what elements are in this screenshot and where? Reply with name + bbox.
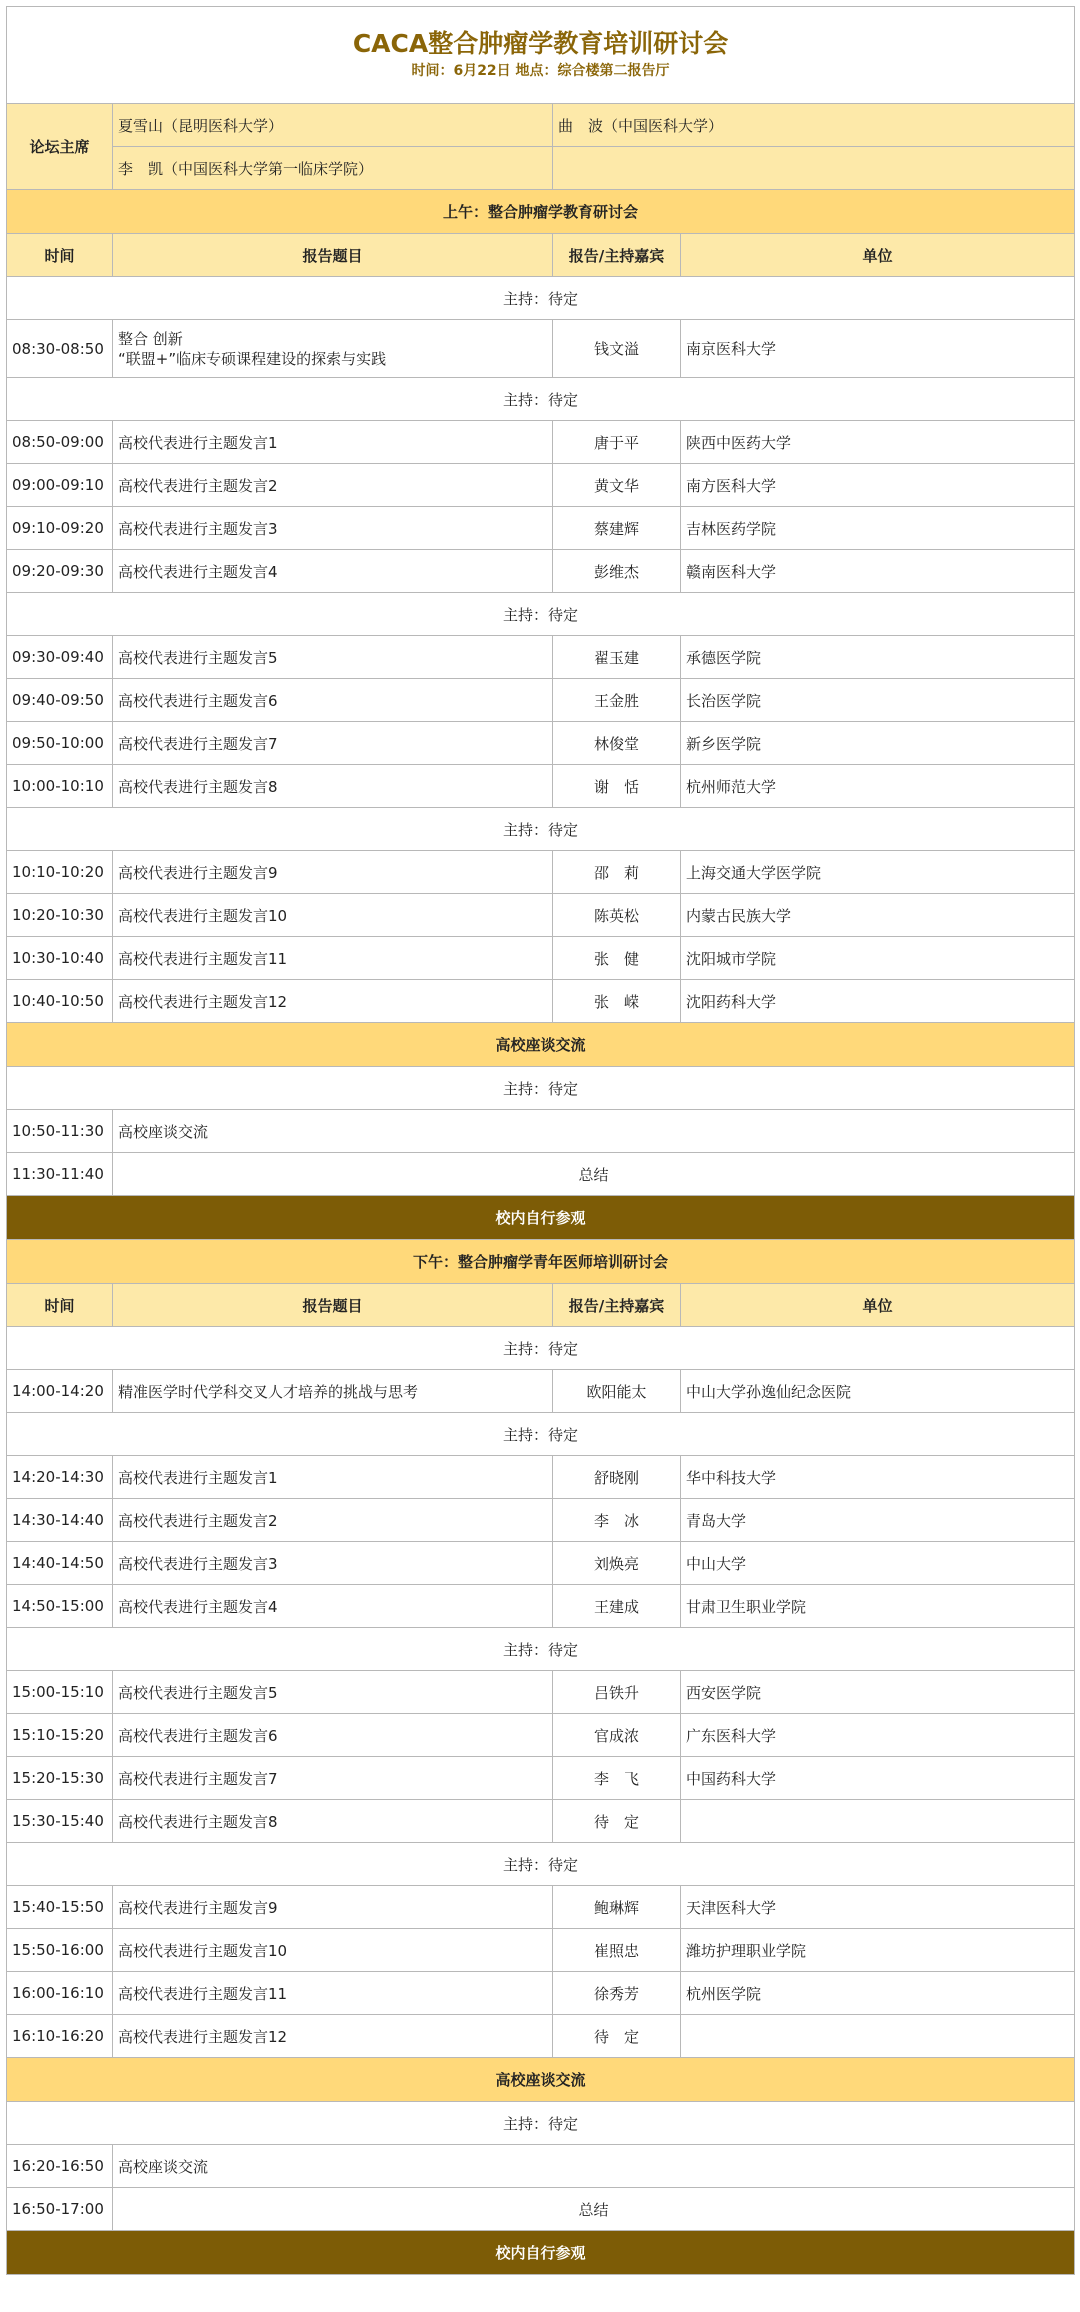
- table-row: [7, 1585, 1075, 1628]
- table-row: [7, 1972, 1075, 2015]
- unit-cell: 天津医科大学: [681, 1886, 1075, 1929]
- table-row: [7, 1110, 1075, 1153]
- unit-cell: 华中科技大学: [681, 1456, 1075, 1499]
- table-row: [7, 464, 1075, 507]
- unit-cell: [681, 2015, 1075, 2058]
- section-title-cell: 下午：整合肿瘤学青年医师培训研讨会: [7, 1240, 1075, 1284]
- speaker-cell: 舒晓刚: [553, 1456, 681, 1499]
- time-cell: 14:50-15:00: [7, 1585, 113, 1628]
- speaker-cell: 谢 恬: [553, 765, 681, 808]
- time-cell: 14:20-14:30: [7, 1456, 113, 1499]
- unit-cell: 广东医科大学: [681, 1714, 1075, 1757]
- topic-cell: 高校代表进行主题发言9: [113, 851, 553, 894]
- speaker-cell: 鲍琳辉: [553, 1886, 681, 1929]
- speaker-cell: 唐于平: [553, 421, 681, 464]
- time-header: 时间: [7, 1284, 113, 1327]
- host-row-cell: 主持：待定: [7, 1067, 1075, 1110]
- table-row: [7, 765, 1075, 808]
- section-title: [7, 2058, 1075, 2102]
- speaker-cell: 林俊堂: [553, 722, 681, 765]
- table-row: [7, 421, 1075, 464]
- host-row: [7, 1067, 1075, 1110]
- topic-line: 整合 创新: [118, 329, 183, 348]
- time-cell: 10:10-10:20: [7, 851, 113, 894]
- time-cell: 15:00-15:10: [7, 1671, 113, 1714]
- time-cell: 16:20-16:50: [7, 2145, 113, 2188]
- host-row-cell: 主持：待定: [7, 1327, 1075, 1370]
- topic-cell: 高校代表进行主题发言2: [113, 464, 553, 507]
- unit-cell: 长治医学院: [681, 679, 1075, 722]
- host-row-cell: 主持：待定: [7, 2102, 1075, 2145]
- topic-cell: 高校代表进行主题发言4: [113, 1585, 553, 1628]
- table-row: [7, 1456, 1075, 1499]
- table-row: [7, 679, 1075, 722]
- topic-cell: 高校代表进行主题发言5: [113, 1671, 553, 1714]
- topic-cell: 高校代表进行主题发言1: [113, 421, 553, 464]
- host-row-cell: 主持：待定: [7, 808, 1075, 851]
- unit-cell: 沈阳城市学院: [681, 937, 1075, 980]
- topic-cell: 高校代表进行主题发言5: [113, 636, 553, 679]
- topic-cell: 高校代表进行主题发言7: [113, 722, 553, 765]
- speaker-cell: 欧阳能太: [553, 1370, 681, 1413]
- unit-cell: 新乡医学院: [681, 722, 1075, 765]
- speaker-cell: 崔照忠: [553, 1929, 681, 1972]
- table-row: [7, 507, 1075, 550]
- speaker-cell: 陈英松: [553, 894, 681, 937]
- table-row: [7, 2145, 1075, 2188]
- time-cell: 08:50-09:00: [7, 421, 113, 464]
- speaker-cell: 徐秀芳: [553, 1972, 681, 2015]
- speaker-cell: 待 定: [553, 1800, 681, 1843]
- tour-row: [7, 1196, 1075, 1240]
- time-cell: 14:30-14:40: [7, 1499, 113, 1542]
- unit-cell: 杭州医学院: [681, 1972, 1075, 2015]
- topic-cell: 高校代表进行主题发言8: [113, 1800, 553, 1843]
- time-cell: 15:10-15:20: [7, 1714, 113, 1757]
- time-cell: 09:20-09:30: [7, 550, 113, 593]
- topic-cell: 高校座谈交流: [113, 2145, 1075, 2188]
- table-row: [7, 980, 1075, 1023]
- time-cell: 08:30-08:50: [7, 320, 113, 378]
- chair-row: [7, 147, 1075, 190]
- speaker-cell: 待 定: [553, 2015, 681, 2058]
- agenda-table: [6, 6, 1075, 2275]
- header-cell: [7, 7, 1075, 104]
- chairs-label: 论坛主席: [7, 104, 113, 190]
- chair-name: 夏雪山（昆明医科大学）: [113, 104, 553, 147]
- speaker-cell: 李 冰: [553, 1499, 681, 1542]
- unit-cell: 内蒙古民族大学: [681, 894, 1075, 937]
- time-cell: 10:30-10:40: [7, 937, 113, 980]
- speaker-cell: 吕铁升: [553, 1671, 681, 1714]
- section-title: [7, 1023, 1075, 1067]
- summary-cell: 总结: [113, 1153, 1075, 1196]
- time-cell: 09:10-09:20: [7, 507, 113, 550]
- time-cell: 11:30-11:40: [7, 1153, 113, 1196]
- host-row: [7, 593, 1075, 636]
- summary-cell: 总结: [113, 2188, 1075, 2231]
- time-cell: 15:20-15:30: [7, 1757, 113, 1800]
- unit-cell: 陕西中医药大学: [681, 421, 1075, 464]
- page-title: CACA整合肿瘤学教育培训研讨会: [352, 29, 729, 58]
- time-cell: 10:20-10:30: [7, 894, 113, 937]
- table-row: [7, 2015, 1075, 2058]
- chair-name: 曲 波（中国医科大学）: [553, 104, 1075, 147]
- time-cell: 16:50-17:00: [7, 2188, 113, 2231]
- time-cell: 14:00-14:20: [7, 1370, 113, 1413]
- unit-cell: 中国药科大学: [681, 1757, 1075, 1800]
- topic-cell: 高校代表进行主题发言2: [113, 1499, 553, 1542]
- time-cell: 10:40-10:50: [7, 980, 113, 1023]
- column-header-row: [7, 1284, 1075, 1327]
- unit-cell: 沈阳药科大学: [681, 980, 1075, 1023]
- speaker-cell: 钱文溢: [553, 320, 681, 378]
- unit-cell: 承德医学院: [681, 636, 1075, 679]
- unit-cell: 赣南医科大学: [681, 550, 1075, 593]
- topic-cell: 高校代表进行主题发言10: [113, 1929, 553, 1972]
- host-row: [7, 277, 1075, 320]
- tour-row-cell: 校内自行参观: [7, 2231, 1075, 2275]
- topic-cell: 高校代表进行主题发言9: [113, 1886, 553, 1929]
- unit-cell: 甘肃卫生职业学院: [681, 1585, 1075, 1628]
- unit-cell: 西安医学院: [681, 1671, 1075, 1714]
- speaker-header: 报告/主持嘉宾: [553, 234, 681, 277]
- time-cell: 15:40-15:50: [7, 1886, 113, 1929]
- table-row: [7, 1929, 1075, 1972]
- speaker-cell: 邵 莉: [553, 851, 681, 894]
- table-row: [7, 1153, 1075, 1196]
- table-row: [7, 1542, 1075, 1585]
- topic-cell: 高校代表进行主题发言4: [113, 550, 553, 593]
- speaker-cell: 张 嵘: [553, 980, 681, 1023]
- tour-row: [7, 2231, 1075, 2275]
- unit-cell: [681, 1800, 1075, 1843]
- section-title: [7, 1240, 1075, 1284]
- topic-cell: 高校代表进行主题发言10: [113, 894, 553, 937]
- host-row: [7, 1628, 1075, 1671]
- unit-cell: 中山大学: [681, 1542, 1075, 1585]
- time-cell: 10:00-10:10: [7, 765, 113, 808]
- time-cell: 10:50-11:30: [7, 1110, 113, 1153]
- topic-header: 报告题目: [113, 1284, 553, 1327]
- topic-header: 报告题目: [113, 234, 553, 277]
- topic-cell: [113, 320, 553, 378]
- time-cell: 09:40-09:50: [7, 679, 113, 722]
- host-row: [7, 2102, 1075, 2145]
- chair-row: [7, 104, 1075, 147]
- table-row: [7, 1800, 1075, 1843]
- time-cell: 16:00-16:10: [7, 1972, 113, 2015]
- table-row: [7, 636, 1075, 679]
- topic-cell: 精准医学时代学科交叉人才培养的挑战与思考: [113, 1370, 553, 1413]
- unit-header: 单位: [681, 1284, 1075, 1327]
- section-title: [7, 190, 1075, 234]
- table-row: [7, 894, 1075, 937]
- speaker-cell: 张 健: [553, 937, 681, 980]
- table-row: [7, 1370, 1075, 1413]
- host-row: [7, 1327, 1075, 1370]
- speaker-cell: 刘焕亮: [553, 1542, 681, 1585]
- page-subtitle: 时间：6月22日 地点：综合楼第二报告厅: [411, 63, 670, 79]
- table-row: [7, 851, 1075, 894]
- table-row: [7, 1499, 1075, 1542]
- table-row: [7, 722, 1075, 765]
- table-row: [7, 1886, 1075, 1929]
- speaker-cell: 王建成: [553, 1585, 681, 1628]
- tour-row-cell: 校内自行参观: [7, 1196, 1075, 1240]
- time-header: 时间: [7, 234, 113, 277]
- host-row: [7, 1413, 1075, 1456]
- topic-cell: 高校代表进行主题发言11: [113, 1972, 553, 2015]
- column-header-row: [7, 234, 1075, 277]
- section-title-cell: 上午：整合肿瘤学教育研讨会: [7, 190, 1075, 234]
- table-row: [7, 937, 1075, 980]
- topic-cell: 高校代表进行主题发言8: [113, 765, 553, 808]
- time-cell: 15:50-16:00: [7, 1929, 113, 1972]
- topic-line: “联盟+”临床专硕课程建设的探索与实践: [118, 349, 387, 368]
- unit-cell: 青岛大学: [681, 1499, 1075, 1542]
- table-row: [7, 1671, 1075, 1714]
- topic-cell: 高校代表进行主题发言3: [113, 1542, 553, 1585]
- table-row: [7, 1757, 1075, 1800]
- time-cell: 16:10-16:20: [7, 2015, 113, 2058]
- topic-cell: 高校代表进行主题发言12: [113, 2015, 553, 2058]
- host-row-cell: 主持：待定: [7, 378, 1075, 421]
- chair-name: 李 凯（中国医科大学第一临床学院）: [113, 147, 553, 190]
- host-row-cell: 主持：待定: [7, 593, 1075, 636]
- table-row: [7, 550, 1075, 593]
- topic-cell: 高校代表进行主题发言1: [113, 1456, 553, 1499]
- time-cell: 15:30-15:40: [7, 1800, 113, 1843]
- table-row: [7, 1714, 1075, 1757]
- section-title-cell: 高校座谈交流: [7, 1023, 1075, 1067]
- host-row-cell: 主持：待定: [7, 1843, 1075, 1886]
- topic-cell: 高校代表进行主题发言11: [113, 937, 553, 980]
- speaker-cell: 王金胜: [553, 679, 681, 722]
- unit-cell: 中山大学孙逸仙纪念医院: [681, 1370, 1075, 1413]
- host-row-cell: 主持：待定: [7, 1413, 1075, 1456]
- time-cell: 09:50-10:00: [7, 722, 113, 765]
- section-title-cell: 高校座谈交流: [7, 2058, 1075, 2102]
- topic-cell: 高校代表进行主题发言12: [113, 980, 553, 1023]
- speaker-cell: 翟玉建: [553, 636, 681, 679]
- unit-cell: 上海交通大学医学院: [681, 851, 1075, 894]
- speaker-cell: 黄文华: [553, 464, 681, 507]
- unit-cell: 杭州师范大学: [681, 765, 1075, 808]
- unit-cell: 南方医科大学: [681, 464, 1075, 507]
- topic-cell: 高校代表进行主题发言7: [113, 1757, 553, 1800]
- topic-cell: 高校座谈交流: [113, 1110, 1075, 1153]
- table-row: [7, 320, 1075, 378]
- topic-cell: 高校代表进行主题发言6: [113, 679, 553, 722]
- host-row-cell: 主持：待定: [7, 277, 1075, 320]
- speaker-cell: 官成浓: [553, 1714, 681, 1757]
- speaker-cell: 蔡建辉: [553, 507, 681, 550]
- agenda-sheet: [6, 6, 1074, 2275]
- speaker-cell: 彭维杰: [553, 550, 681, 593]
- unit-cell: 潍坊护理职业学院: [681, 1929, 1075, 1972]
- speaker-header: 报告/主持嘉宾: [553, 1284, 681, 1327]
- topic-cell: 高校代表进行主题发言6: [113, 1714, 553, 1757]
- host-row: [7, 808, 1075, 851]
- table-row: [7, 2188, 1075, 2231]
- time-cell: 14:40-14:50: [7, 1542, 113, 1585]
- topic-cell: 高校代表进行主题发言3: [113, 507, 553, 550]
- host-row: [7, 378, 1075, 421]
- speaker-cell: 李 飞: [553, 1757, 681, 1800]
- unit-cell: 南京医科大学: [681, 320, 1075, 378]
- unit-header: 单位: [681, 234, 1075, 277]
- host-row-cell: 主持：待定: [7, 1628, 1075, 1671]
- time-cell: 09:30-09:40: [7, 636, 113, 679]
- chair-empty: [553, 147, 1075, 190]
- time-cell: 09:00-09:10: [7, 464, 113, 507]
- unit-cell: 吉林医药学院: [681, 507, 1075, 550]
- header-row: [7, 7, 1075, 104]
- host-row: [7, 1843, 1075, 1886]
